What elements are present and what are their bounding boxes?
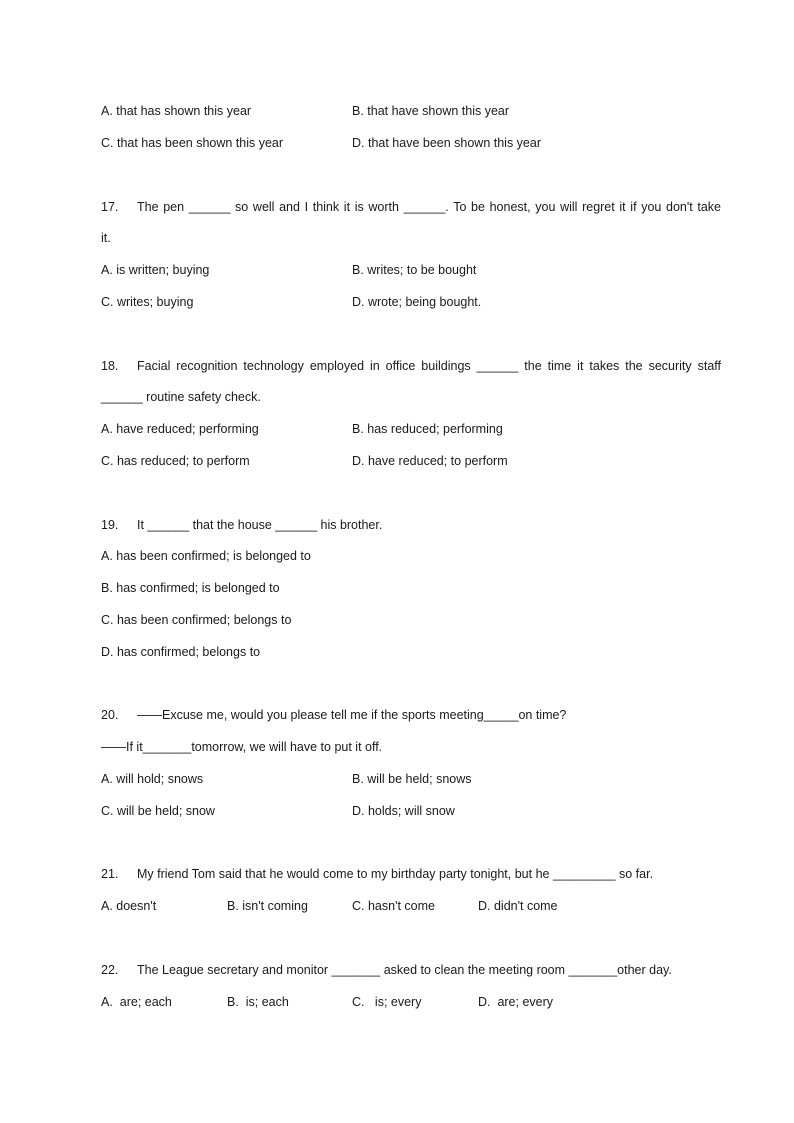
q21-number: 21.	[101, 867, 119, 881]
q17-option-c: C. writes; buying	[101, 295, 194, 309]
q16-option-b: B. that have shown this year	[352, 104, 510, 118]
q17-option-d: D. wrote; being bought.	[352, 295, 482, 309]
q21-option-c: C. hasn't come	[352, 899, 435, 913]
q17-number: 17.	[101, 200, 119, 214]
q21-option-d: D. didn't come	[478, 899, 558, 913]
q20-option-a: A. will hold; snows	[101, 772, 204, 786]
q20-number: 20.	[101, 708, 119, 722]
q21-option-a: A. doesn't	[101, 899, 157, 913]
q17-option-a: A. is written; buying	[101, 263, 210, 277]
q18-option-d: D. have reduced; to perform	[352, 454, 508, 468]
q19-option-b: B. has confirmed; is belonged to	[101, 581, 280, 595]
q18-stem-line2: ______ routine safety check.	[101, 390, 261, 404]
q19-option-c: C. has been confirmed; belongs to	[101, 613, 292, 627]
q22-option-d: D. are; every	[478, 995, 554, 1009]
q16-option-c: C. that has been shown this year	[101, 136, 284, 150]
q20-option-c: C. will be held; snow	[101, 804, 215, 818]
q17-stem-line1: The pen ______ so well and I think it is worth ______. To be honest, you will regret it if you don't take	[137, 200, 721, 214]
q17-option-b: B. writes; to be bought	[352, 263, 477, 277]
q19-stem: It ______ that the house ______ his brother.	[137, 518, 383, 532]
q21-option-b: B. isn't coming	[227, 899, 308, 913]
q18-option-a: A. have reduced; performing	[101, 422, 259, 436]
q21-stem: My friend Tom said that he would come to my birthday party tonight, but he _________ so far.	[137, 867, 654, 881]
q19-number: 19.	[101, 518, 119, 532]
q20-option-b: B. will be held; snows	[352, 772, 472, 786]
q22-option-c: C. is; every	[352, 995, 422, 1009]
q22-number: 22.	[101, 963, 119, 977]
q16-option-d: D. that have been shown this year	[352, 136, 542, 150]
q20-option-d: D. holds; will snow	[352, 804, 455, 818]
q19-option-a: A. has been confirmed; is belonged to	[101, 549, 311, 563]
q18-option-b: B. has reduced; performing	[352, 422, 503, 436]
q16-option-a: A. that has shown this year	[101, 104, 252, 118]
q20-stem-line1: ——Excuse me, would you please tell me if the sports meeting_____on time?	[137, 708, 567, 722]
q22-stem: The League secretary and monitor _______ asked to clean the meeting room _______other day.	[137, 963, 672, 977]
q22-option-b: B. is; each	[227, 995, 289, 1009]
q18-number: 18.	[101, 359, 119, 373]
q18-option-c: C. has reduced; to perform	[101, 454, 250, 468]
q18-stem-line1: Facial recognition technology employed in office buildings ______ the time it takes the security staff	[137, 359, 721, 373]
q22-option-a: A. are; each	[101, 995, 172, 1009]
q17-stem-line2: it.	[101, 231, 111, 245]
q19-option-d: D. has confirmed; belongs to	[101, 645, 261, 659]
q20-stem-line2: ——If it_______tomorrow, we will have to put it off.	[101, 740, 383, 754]
